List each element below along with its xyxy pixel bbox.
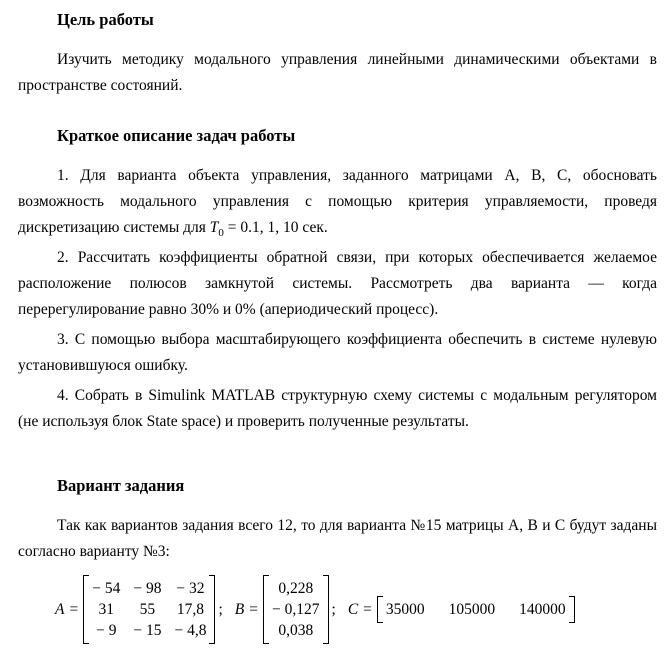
matrix-b [263,575,329,644]
matrix-a-cell: − 54 [92,580,121,597]
matrix-b-cell: 0,228 [278,580,314,597]
paragraph-task-3: 3. С помощью выбора масштабирующего коэффициента обеспечить в системе нулевую установившуюся ошибку. [18,331,657,374]
semicolon: ; [331,600,336,618]
matrix-a-cell: − 32 [176,580,205,597]
matrix-a-cell: − 15 [133,622,162,639]
paragraph-goal: Изучить методику модального управления линейными динамическими объектами в пространстве состояний. [18,51,657,94]
paragraph-variant: Так как вариантов задания всего 12, то для варианта №15 матрицы А, В и С будут заданы согласно варианту №3: [18,517,657,560]
matrix-a-label: A [55,600,65,618]
heading-tasks: Краткое описание задач работы [57,126,296,145]
matrix-a-cell: 55 [139,601,156,618]
matrix-c-cell: 35000 [385,601,425,618]
matrix-b-cell: − 0,127 [272,601,320,618]
paragraph-task-2: 2. Рассчитать коэффициенты обратной связи, при которых обеспечивается желаемое расположение полюсов замкнутой системы. Рассмотреть два варианта — когда перерегулирование равно 30% и 0% (апериодический процесс). [18,249,657,318]
matrix-a-cell: 17,8 [176,601,205,618]
paragraph-task-4: 4. Собрать в Simulink MATLAB структурную схему системы с модальным регулятором (не используя блок State space) и проверить полученные результаты. [18,387,657,430]
matrix-a-cell: 31 [98,601,115,618]
task-1-variable-T: T [209,219,219,236]
heading-goal: Цель работы [57,10,154,29]
matrix-c [377,596,575,623]
matrix-c-cell: 140000 [519,601,566,618]
matrix-b-cell: 0,038 [278,622,314,639]
matrix-a-cell: − 4,8 [174,622,207,639]
semicolon: ; [218,600,223,618]
matrix-b-label: B [234,600,245,618]
task-1-values: = 0.1, 1, 10 сек. [223,219,328,236]
matrix-a [83,575,215,644]
equals-sign: = [69,600,79,618]
matrix-c-cell: 105000 [448,601,496,618]
equals-sign: = [249,600,258,618]
task-1-subscript: 0 [218,227,224,240]
matrix-a-cell: − 98 [133,580,162,597]
matrix-c-label: C [347,600,359,618]
equals-sign: = [363,600,372,618]
heading-variant: Вариант задания [57,476,185,495]
matrices-formula [55,575,657,644]
matrix-a-cell: − 9 [96,622,117,639]
paragraph-task-1 [18,163,657,241]
task-1-text: 1. Для варианта объекта управления, заданного матрицами А, В, С, обосновать возможность модального управления с помощью критерия управляемости, проведя дискретизацию системы для [18,167,657,236]
